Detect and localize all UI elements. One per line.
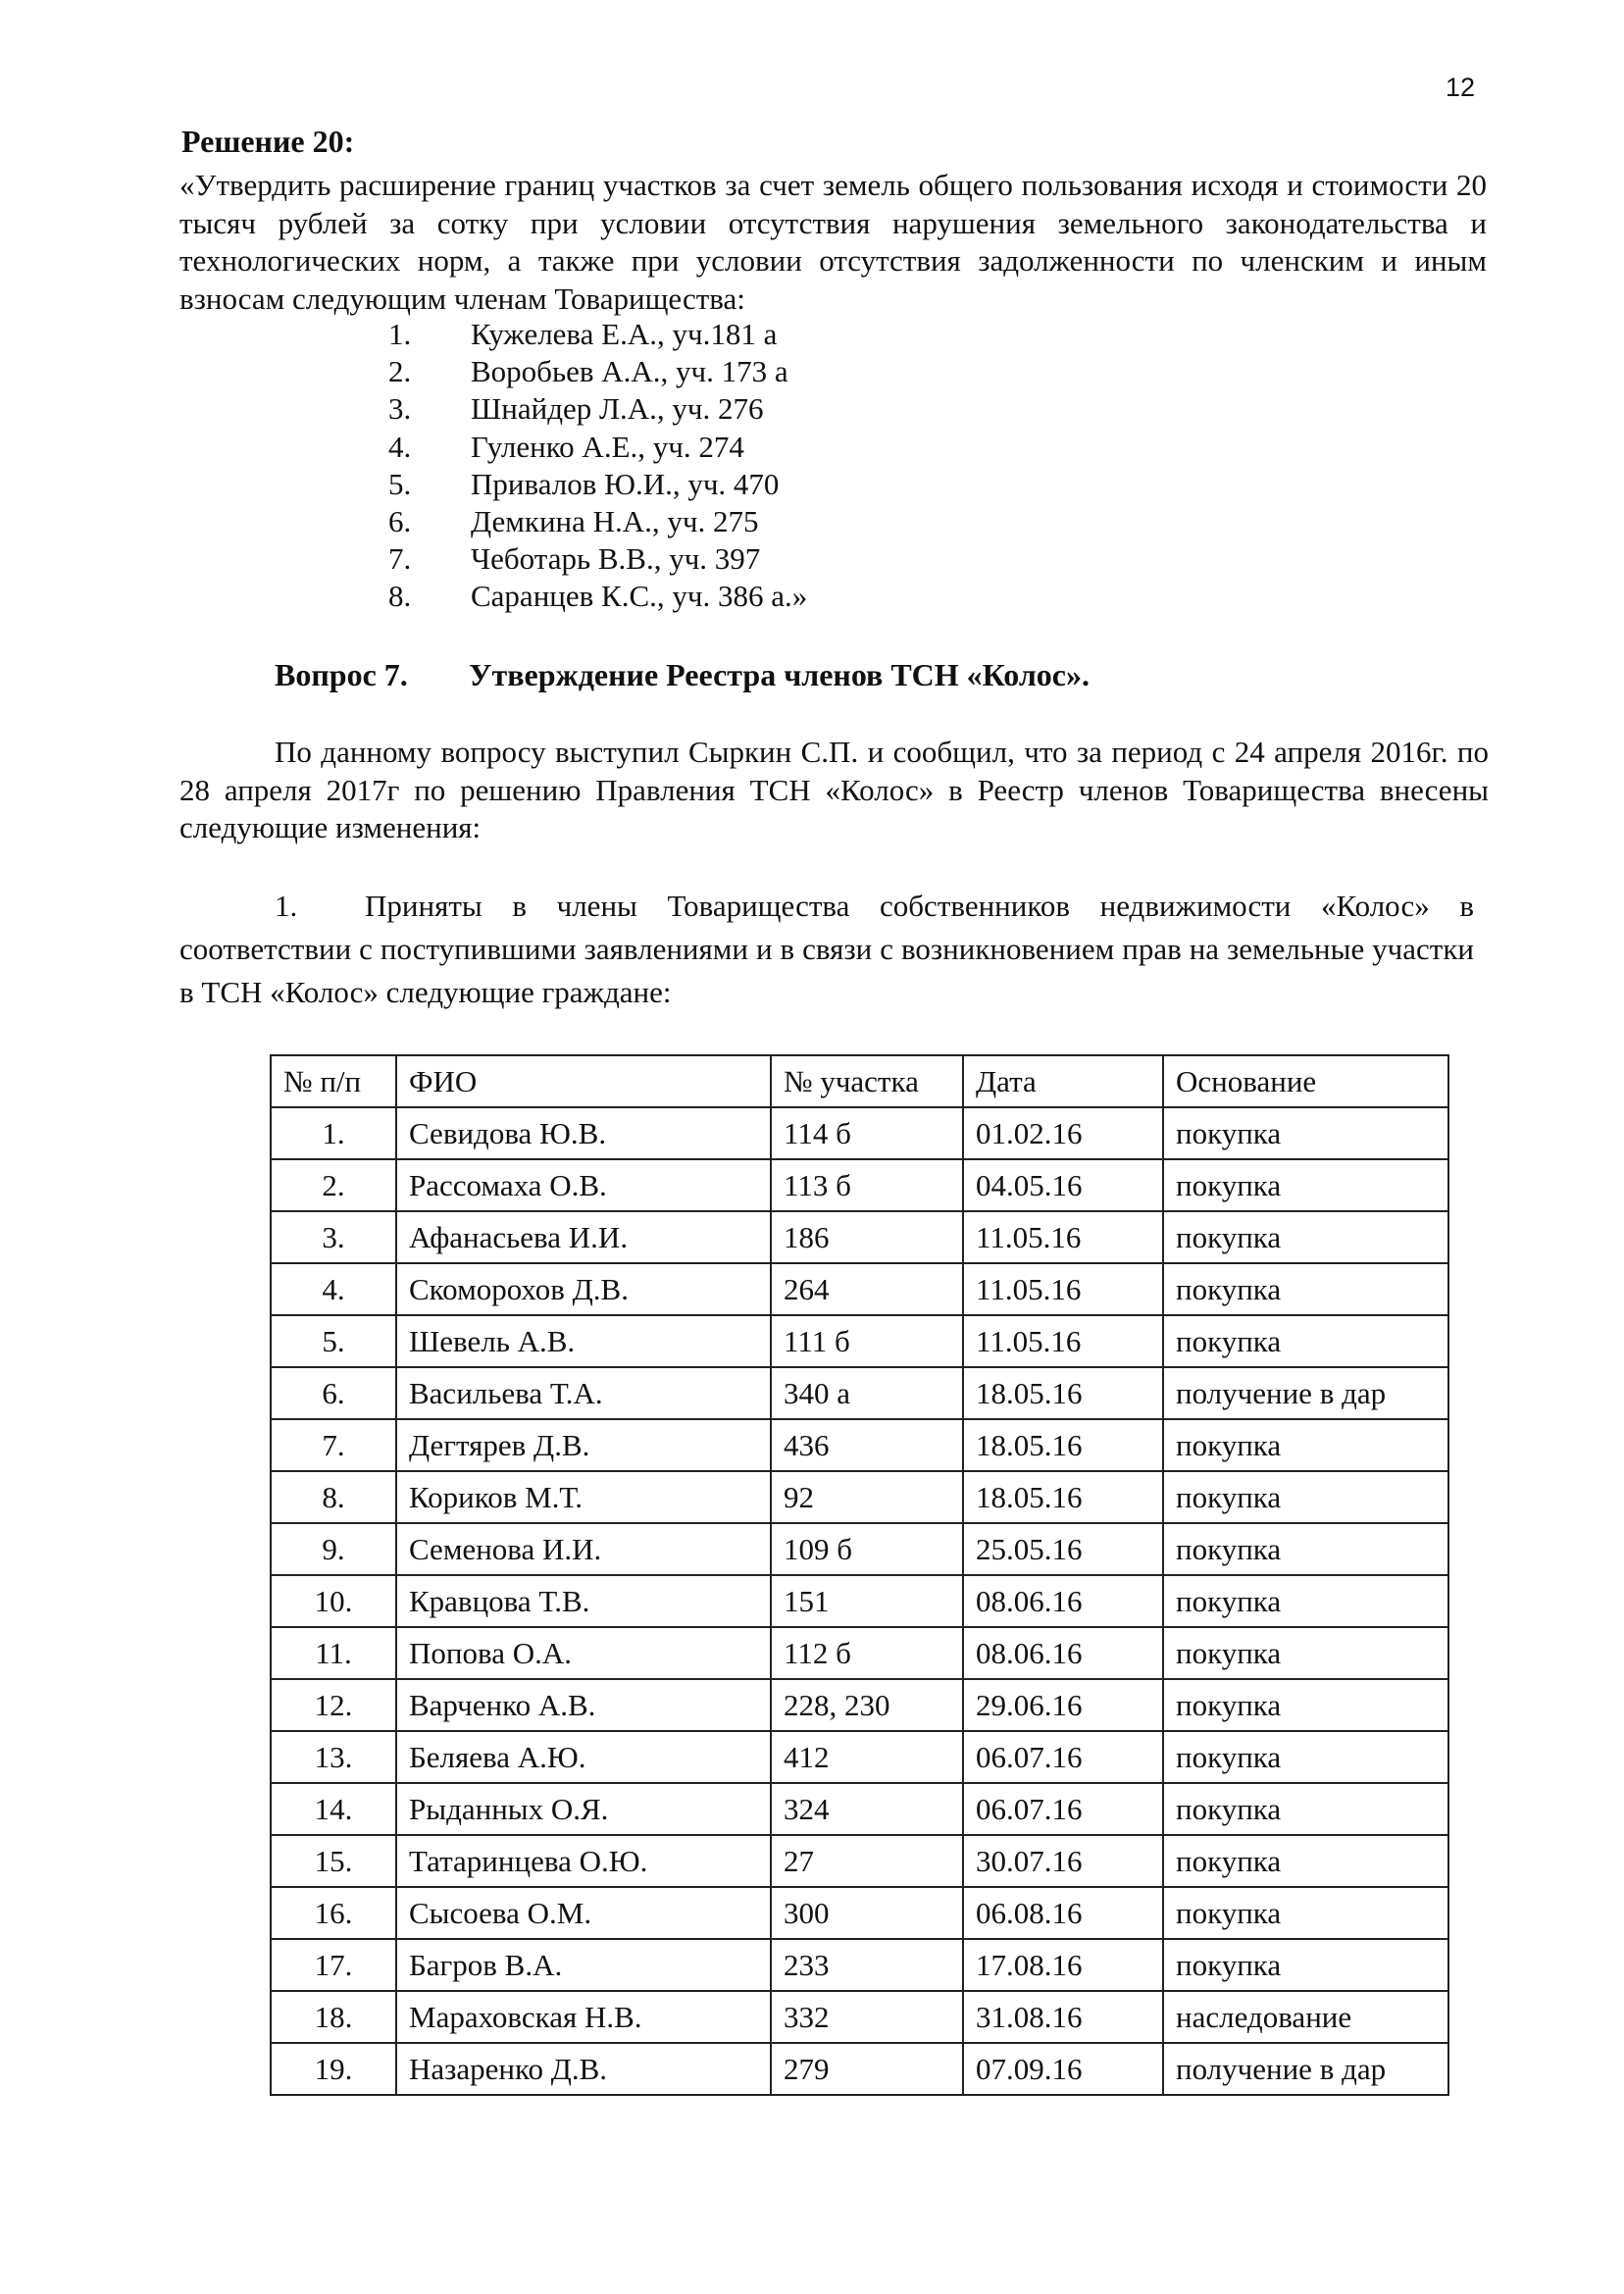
cell-basis: покупка — [1163, 1575, 1448, 1627]
cell-date: 11.05.16 — [963, 1315, 1163, 1367]
table-row — [271, 1783, 1448, 1835]
cell-fio: Рыданных О.Я. — [396, 1783, 771, 1835]
header-plot: № участка — [771, 1055, 963, 1107]
table-row — [271, 1367, 1448, 1419]
cell-fio: Васильева Т.А. — [396, 1367, 771, 1419]
table-row — [271, 1939, 1448, 1991]
cell-number: 1. — [271, 1107, 396, 1159]
cell-date: 08.06.16 — [963, 1575, 1163, 1627]
table-row — [271, 1887, 1448, 1939]
cell-number: 17. — [271, 1939, 396, 1991]
table-row — [271, 1731, 1448, 1783]
decision-title: Решение 20: — [181, 124, 355, 159]
cell-fio: Попова О.А. — [396, 1627, 771, 1679]
list-item-text: Саранцев К.С., уч. 386 а.» — [471, 579, 808, 614]
members-register-table — [270, 1054, 1449, 2096]
cell-date: 06.07.16 — [963, 1783, 1163, 1835]
list-item-text: Демкина Н.А., уч. 275 — [471, 504, 759, 539]
cell-fio: Мараховская Н.В. — [396, 1991, 771, 2043]
header-number: № п/п — [271, 1055, 396, 1107]
cell-basis: получение в дар — [1163, 1367, 1448, 1419]
cell-fio: Афанасьева И.И. — [396, 1211, 771, 1263]
header-fio: ФИО — [396, 1055, 771, 1107]
cell-number: 8. — [271, 1471, 396, 1523]
cell-plot: 264 — [771, 1263, 963, 1315]
list-item — [388, 503, 807, 540]
cell-basis: получение в дар — [1163, 2043, 1448, 2095]
header-date: Дата — [963, 1055, 1163, 1107]
table-row — [271, 1107, 1448, 1159]
cell-fio: Семенова И.И. — [396, 1523, 771, 1575]
cell-number: 3. — [271, 1211, 396, 1263]
list-item — [388, 578, 807, 615]
cell-plot: 27 — [771, 1835, 963, 1887]
cell-basis: покупка — [1163, 1419, 1448, 1471]
list-item — [388, 466, 807, 503]
list-item-number: 4. — [388, 429, 412, 464]
cell-date: 08.06.16 — [963, 1627, 1163, 1679]
cell-number: 13. — [271, 1731, 396, 1783]
cell-fio: Дегтярев Д.В. — [396, 1419, 771, 1471]
cell-plot: 109 б — [771, 1523, 963, 1575]
cell-number: 10. — [271, 1575, 396, 1627]
cell-plot: 324 — [771, 1783, 963, 1835]
intro-paragraph: По данному вопросу выступил Сыркин С.П. и сообщил, что за период с 24 апреля 2016г. по 28 апреля 2017г по решению Правления ТСН «Колос» в Реестр членов Товарищества внесены следующие изменения: — [179, 735, 1489, 844]
cell-plot: 114 б — [771, 1107, 963, 1159]
cell-plot: 233 — [771, 1939, 963, 1991]
cell-basis: покупка — [1163, 1523, 1448, 1575]
table-row — [271, 1211, 1448, 1263]
cell-fio: Кравцова Т.В. — [396, 1575, 771, 1627]
cell-number: 15. — [271, 1835, 396, 1887]
cell-basis: покупка — [1163, 1159, 1448, 1211]
cell-fio: Сысоева О.М. — [396, 1887, 771, 1939]
cell-date: 29.06.16 — [963, 1679, 1163, 1731]
cell-date: 18.05.16 — [963, 1471, 1163, 1523]
cell-basis: покупка — [1163, 1471, 1448, 1523]
cell-date: 11.05.16 — [963, 1211, 1163, 1263]
members-list — [388, 316, 807, 616]
list-item-number: 8. — [388, 579, 412, 614]
cell-number: 11. — [271, 1627, 396, 1679]
cell-number: 16. — [271, 1887, 396, 1939]
table-row — [271, 1627, 1448, 1679]
cell-basis: покупка — [1163, 1783, 1448, 1835]
item-paragraph-number: 1. — [275, 889, 298, 923]
page-number: 12 — [1446, 73, 1476, 102]
cell-basis: покупка — [1163, 1263, 1448, 1315]
cell-fio: Татаринцева О.Ю. — [396, 1835, 771, 1887]
cell-date: 04.05.16 — [963, 1159, 1163, 1211]
list-item — [388, 429, 807, 466]
decision-text: «Утвердить расширение границ участков за счет земель общего пользования исходя и стоимости 20 тысяч рублей за сотку при условии отсутствия нарушения земельного законодательства и технологических норм, а также при условии отсутствия задолженности по членским и иным взносам следующим членам Товарищества: — [179, 168, 1487, 316]
cell-fio: Варченко А.В. — [396, 1679, 771, 1731]
cell-date: 31.08.16 — [963, 1991, 1163, 2043]
cell-number: 9. — [271, 1523, 396, 1575]
cell-plot: 113 б — [771, 1159, 963, 1211]
cell-plot: 228, 230 — [771, 1679, 963, 1731]
cell-basis: покупка — [1163, 1731, 1448, 1783]
cell-plot: 300 — [771, 1887, 963, 1939]
cell-basis: покупка — [1163, 1939, 1448, 1991]
cell-date: 06.07.16 — [963, 1731, 1163, 1783]
cell-plot: 340 а — [771, 1367, 963, 1419]
list-item-text: Гуленко А.Е., уч. 274 — [471, 429, 744, 464]
table-row — [271, 1991, 1448, 2043]
list-item-number: 5. — [388, 466, 412, 501]
cell-fio: Шевель А.В. — [396, 1315, 771, 1367]
cell-fio: Назаренко Д.В. — [396, 2043, 771, 2095]
cell-date: 01.02.16 — [963, 1107, 1163, 1159]
cell-basis: наследование — [1163, 1991, 1448, 2043]
cell-date: 17.08.16 — [963, 1939, 1163, 1991]
list-item-text: Шнайдер Л.А., уч. 276 — [471, 391, 764, 427]
list-item-number: 2. — [388, 354, 412, 389]
list-item-text: Кужелева Е.А., уч.181 а — [471, 317, 778, 351]
cell-date: 06.08.16 — [963, 1887, 1163, 1939]
cell-plot: 112 б — [771, 1627, 963, 1679]
table-row — [271, 1315, 1448, 1367]
table-row — [271, 1263, 1448, 1315]
cell-number: 2. — [271, 1159, 396, 1211]
list-item — [388, 316, 807, 353]
cell-fio: Рассомаха О.В. — [396, 1159, 771, 1211]
cell-fio: Скоморохов Д.В. — [396, 1263, 771, 1315]
cell-number: 12. — [271, 1679, 396, 1731]
cell-basis: покупка — [1163, 1887, 1448, 1939]
cell-fio: Багров В.А. — [396, 1939, 771, 1991]
table-row — [271, 1159, 1448, 1211]
cell-plot: 151 — [771, 1575, 963, 1627]
question-title: Утверждение Реестра членов ТСН «Колос». — [469, 657, 1090, 692]
cell-basis: покупка — [1163, 1835, 1448, 1887]
cell-number: 18. — [271, 1991, 396, 2043]
table-row — [271, 2043, 1448, 2095]
cell-basis: покупка — [1163, 1627, 1448, 1679]
cell-plot: 92 — [771, 1471, 963, 1523]
list-item-text: Воробьев А.А., уч. 173 а — [471, 354, 788, 389]
cell-fio: Беляева А.Ю. — [396, 1731, 771, 1783]
cell-plot: 332 — [771, 1991, 963, 2043]
cell-basis: покупка — [1163, 1315, 1448, 1367]
cell-date: 30.07.16 — [963, 1835, 1163, 1887]
table-row — [271, 1679, 1448, 1731]
cell-basis: покупка — [1163, 1211, 1448, 1263]
cell-date: 25.05.16 — [963, 1523, 1163, 1575]
table-row — [271, 1835, 1448, 1887]
cell-plot: 412 — [771, 1731, 963, 1783]
cell-date: 18.05.16 — [963, 1419, 1163, 1471]
cell-number: 14. — [271, 1783, 396, 1835]
list-item — [388, 390, 807, 428]
cell-plot: 436 — [771, 1419, 963, 1471]
list-item — [388, 353, 807, 390]
item-paragraph — [179, 885, 1474, 1014]
cell-fio: Кориков М.Т. — [396, 1471, 771, 1523]
question-number: Вопрос 7. — [275, 657, 408, 692]
list-item-number: 6. — [388, 504, 412, 539]
cell-basis: покупка — [1163, 1107, 1448, 1159]
list-item-number: 7. — [388, 541, 412, 577]
cell-number: 7. — [271, 1419, 396, 1471]
cell-date: 18.05.16 — [963, 1367, 1163, 1419]
cell-plot: 186 — [771, 1211, 963, 1263]
list-item-number: 3. — [388, 391, 412, 427]
cell-number: 4. — [271, 1263, 396, 1315]
cell-plot: 279 — [771, 2043, 963, 2095]
cell-basis: покупка — [1163, 1679, 1448, 1731]
list-item-number: 1. — [388, 317, 412, 351]
cell-number: 6. — [271, 1367, 396, 1419]
question-heading — [275, 657, 1090, 693]
table-row — [271, 1471, 1448, 1523]
cell-number: 19. — [271, 2043, 396, 2095]
cell-number: 5. — [271, 1315, 396, 1367]
cell-date: 07.09.16 — [963, 2043, 1163, 2095]
cell-plot: 111 б — [771, 1315, 963, 1367]
item-paragraph-text: Приняты в члены Товарищества собственников недвижимости «Колос» в соответствии с поступившими заявлениями и в связи с возникновением прав на земельные участки в ТСН «Колос» следующие граждане: — [179, 889, 1474, 1009]
table-row — [271, 1523, 1448, 1575]
table-row — [271, 1575, 1448, 1627]
cell-fio: Севидова Ю.В. — [396, 1107, 771, 1159]
list-item-text: Привалов Ю.И., уч. 470 — [471, 466, 780, 501]
table-row — [271, 1419, 1448, 1471]
list-item — [388, 540, 807, 578]
header-basis: Основание — [1163, 1055, 1448, 1107]
cell-date: 11.05.16 — [963, 1263, 1163, 1315]
list-item-text: Чеботарь В.В., уч. 397 — [471, 541, 761, 577]
table-header-row — [271, 1055, 1448, 1107]
